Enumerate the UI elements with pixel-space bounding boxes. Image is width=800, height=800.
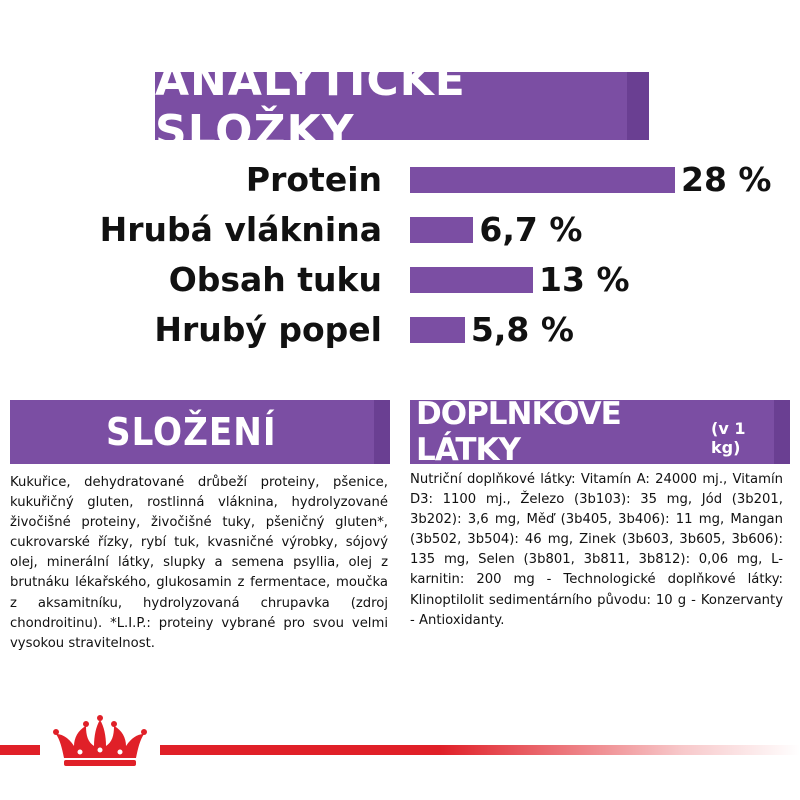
additives-subtitle: (v 1 kg) [711, 419, 746, 457]
bar [410, 217, 473, 243]
bar [410, 317, 465, 343]
bar-value-label: 6,7 % [479, 210, 583, 249]
additives-title-wrap [410, 396, 774, 468]
bar [410, 267, 533, 293]
bar-label: Obsah tuku [168, 260, 382, 299]
composition-banner [10, 400, 390, 464]
bar-label: Hrubá vláknina [99, 210, 382, 249]
bar-value-label: 28 % [681, 160, 772, 199]
analytic-components-banner [155, 55, 649, 157]
additives-text: Nutriční doplňkové látky: Vitamín A: 24000 mj., Vitamín D3: 1100 mj., Železo (3b103): 35 mg, Jód (3b201, 3b202): 3,6 mg, Měď (3b405, 3b406): 11 mg, Mangan (3b502, 3b504): 46 mg, Zinek (3b603, 3b605, 3b606): 135 mg, Selen (3b801, 3b811, 3b812): 0,06 mg, L-karnitin: 200 mg - Technologické doplňkové látky: Klinoptilolit sedimentárního původu: 10 g - Konzervanty - Antioxidanty. [410, 472, 783, 628]
bar-label: Protein [245, 160, 382, 199]
composition-title: SLOŽENÍ [106, 410, 277, 454]
additives-banner [410, 396, 790, 468]
composition-text: Kukuřice, dehydratované drůbeží proteiny, pšenice, kukuřičný gluten, rostlinná vláknina, hydrolyzované živočišné proteiny, živočišné tuky, pšeničný gluten*, cukrovarské řízky, rybí tuk, kvasničné výrobky, sójový olej, minerální látky, slupky a semena psyllia, olej z brutnáku lékařského, glukosamin z fermentace, moučka z aksamitníku, hydrolyzovaná chrupavka (zdroj chondroitinu). *L.I.P.: proteiny vybrané pro svou velmi vysokou stravitelnost. [10, 475, 388, 651]
bar-label: Hrubý popel [154, 310, 382, 349]
royal-crown-icon [50, 712, 150, 772]
bar-value-label: 13 % [539, 260, 630, 299]
additives-title: DOPLŇKOVÉ LÁTKY [416, 396, 621, 468]
bar-value-label: 5,8 % [470, 310, 574, 349]
bar [410, 167, 675, 193]
analytic-components-title: ANALYTICKÉ SLOŽKY [155, 55, 466, 157]
